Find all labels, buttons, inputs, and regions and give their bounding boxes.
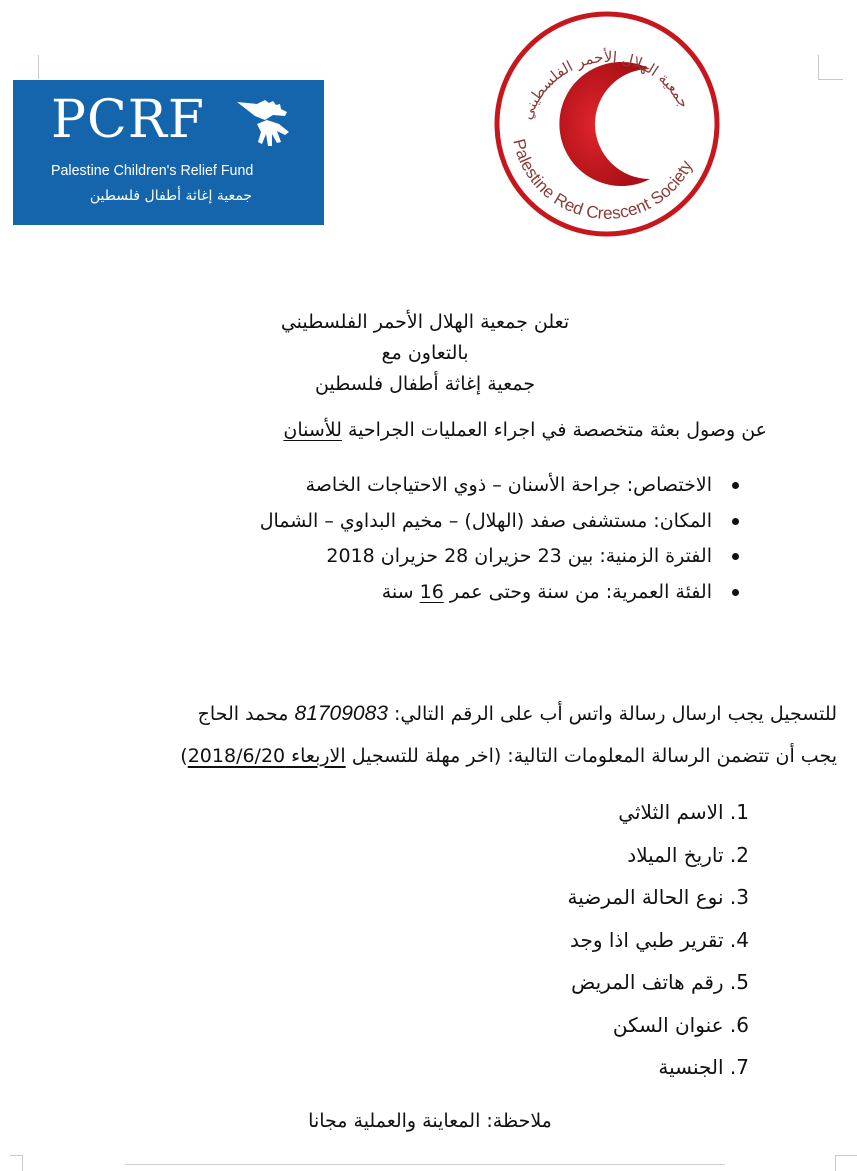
free-of-charge-note: ملاحظة: المعاينة والعملية مجانا bbox=[308, 1110, 552, 1132]
announcement-line-1: تعلن جمعية الهلال الأحمر الفلسطيني bbox=[280, 311, 570, 333]
pcrf-logo bbox=[13, 80, 324, 225]
crescent-icon bbox=[559, 62, 650, 186]
prcs-name-ar: جمعية الهلال الأحمر الفلسطيني bbox=[517, 48, 694, 122]
pcrf-name-en: Palestine Children's Relief Fund bbox=[51, 162, 254, 179]
required-info-item: 1. الاسم الثلاثي bbox=[618, 800, 749, 824]
hands-icon bbox=[235, 98, 291, 148]
required-info-item: 7. الجنسية bbox=[658, 1055, 749, 1079]
required-info-item: 6. عنوان السكن bbox=[612, 1012, 749, 1037]
announcement-line-3: جمعية إغاثة أطفال فلسطين bbox=[314, 373, 536, 395]
detail-age-range bbox=[260, 575, 739, 611]
page-divider bbox=[125, 1164, 725, 1165]
prcs-name-en: Palestine Red Crescent Society bbox=[509, 137, 697, 223]
prcs-logo bbox=[490, 7, 724, 241]
seal-ring bbox=[497, 14, 717, 234]
detail-text: الاختصاص: جراحة الأسنان – ذوي الاحتياجات الخاصة bbox=[305, 474, 712, 496]
detail-text: الفترة الزمنية: بين 23 حزيران 28 حزيران 2018 bbox=[326, 545, 712, 567]
registration-text: للتسجيل يجب ارسال رسالة واتس أب على الرقم التالي: bbox=[387, 703, 837, 725]
registration-deadline: الاربعاء 2018/6/20 bbox=[187, 745, 346, 767]
detail-text: المكان: مستشفى صفد (الهلال) – مخيم البداوي – الشمال bbox=[259, 509, 712, 532]
age-label: الفئة العمرية: من سنة وحتى عمر bbox=[443, 580, 712, 603]
page-corner-mark bbox=[10, 1155, 23, 1171]
bullet-icon bbox=[732, 482, 739, 489]
bullet-icon bbox=[732, 518, 739, 525]
contact-name: محمد الحاج bbox=[197, 703, 295, 725]
detail-period bbox=[260, 539, 739, 575]
closing-paren: ) bbox=[180, 745, 188, 767]
requirements-text: يجب أن تتضمن الرسالة المعلومات التالية: (اخر مهلة للتسجيل bbox=[345, 745, 837, 767]
announcement-line-2: بالتعاون مع bbox=[381, 342, 469, 364]
pcrf-logo-mark: PCRF bbox=[51, 90, 206, 150]
page-corner-mark bbox=[835, 1155, 857, 1171]
details-list bbox=[260, 468, 739, 610]
registration-requirements bbox=[180, 745, 837, 767]
pcrf-name-ar: جمعية إغاثة أطفال فلسطين bbox=[89, 188, 253, 204]
whatsapp-number: 81709083 bbox=[294, 702, 388, 725]
age-unit: سنة bbox=[381, 580, 420, 603]
registration-instructions bbox=[198, 702, 837, 726]
page-corner-mark bbox=[38, 55, 39, 79]
required-info-item: 2. تاريخ الميلاد bbox=[627, 842, 749, 867]
required-info-item: 4. تقرير طبي اذا وجد bbox=[569, 927, 749, 952]
mission-intro bbox=[283, 419, 767, 441]
required-info-item: 3. نوع الحالة المرضية bbox=[567, 885, 749, 909]
detail-location bbox=[260, 504, 739, 540]
detail-specialty bbox=[260, 468, 739, 504]
bullet-icon bbox=[732, 553, 739, 560]
bullet-icon bbox=[732, 589, 739, 596]
detail-text bbox=[382, 575, 712, 611]
intro-specialty: للأسنان bbox=[283, 419, 342, 441]
age-limit: 16 bbox=[419, 580, 444, 603]
required-info-list bbox=[568, 791, 749, 1089]
intro-text: عن وصول بعثة متخصصة في اجراء العمليات الجراحية bbox=[341, 419, 767, 441]
required-info-item: 5. رقم هاتف المريض bbox=[571, 970, 749, 994]
page-corner-mark bbox=[818, 55, 843, 80]
